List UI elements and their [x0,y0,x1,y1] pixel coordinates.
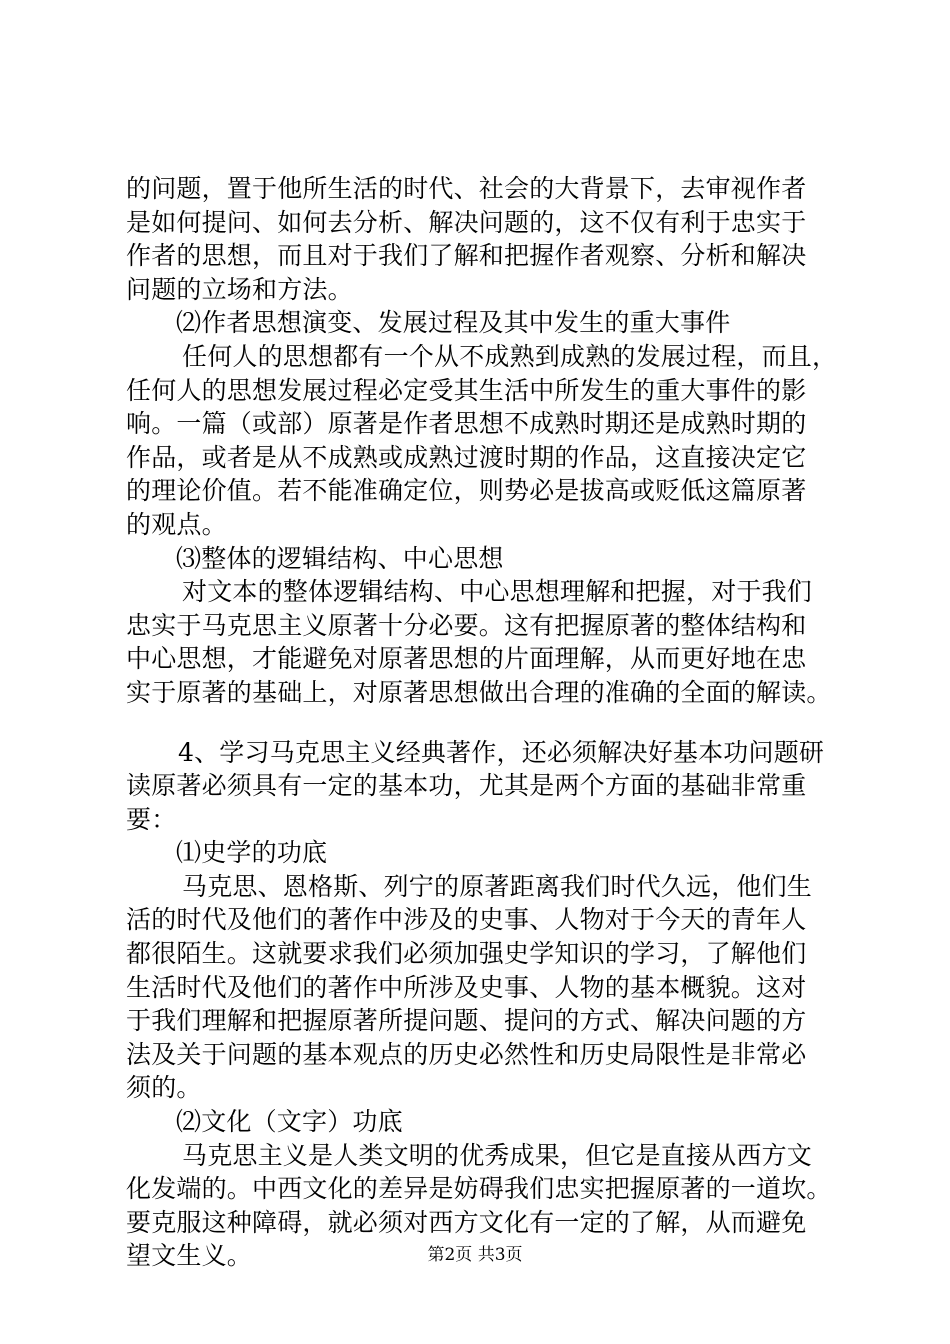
text-line: 对文本的整体逻辑结构、中心思想理解和把握，对于我们 [182,577,813,607]
text-line: 要克服这种障碍，就必须对西方文化有一定的了解，从而避免 [126,1207,807,1237]
subheading: ⑴史学的功底 [176,838,328,868]
section-heading: 4、学习马克思主义经典著作，还必须解决好基本功问题研 [178,737,825,767]
text-line: 中心思想，才能避免对原著思想的片面理解，从而更好地在忠 [126,644,807,674]
page-number-footer: 第2页 共3页 [427,1245,523,1265]
text-line: 的问题，置于他所生活的时代、社会的大背景下，去审视作者 [126,174,807,203]
text-line: 要： [126,804,177,834]
text-line: 忠实于马克思主义原著十分必要。这有把握原著的整体结构和 [126,610,807,640]
text-line: 作品，或者是从不成熟或成熟过渡时期的作品，这直接决定它 [126,442,807,472]
subheading: ⑵作者思想演变、发展过程及其中发生的重大事件 [176,308,731,338]
text-line: 生活时代及他们的著作中所涉及史事、人物的基本概貌。这对 [126,972,807,1002]
text-line: 作者的思想，而且对于我们了解和把握作者观察、分析和解决 [126,241,807,271]
text-line: 须的。 [126,1073,202,1103]
text-line: 马克思、恩格斯、列宁的原著距离我们时代久远，他们生 [182,871,813,901]
text-line: 实于原著的基础上，对原著思想做出合理的准确的全面的解读。 [126,677,832,707]
text-line: 的观点。 [126,509,227,539]
text-line: 望文生义。 [126,1241,253,1271]
document-body [126,172,838,1273]
paragraph-gap [126,710,826,736]
text-line: 的理论价值。若不能准确定位，则势必是拔高或贬低这篇原著 [126,476,807,506]
subheading: ⑵文化（文字）功底 [176,1107,403,1137]
text-line: 任何人的思想都有一个从不成熟到成熟的发展过程，而且， [182,341,838,371]
text-line: 问题的立场和方法。 [126,274,353,304]
text-line: 于我们理解和把握原著所提问题、提问的方式、解决问题的方 [126,1006,807,1036]
text-line: 是如何提问、如何去分析、解决问题的，这不仅有利于忠实于 [126,207,807,237]
text-line: 任何人的思想发展过程必定受其生活中所发生的重大事件的影 [126,375,807,405]
text-line: 读原著必须具有一定的基本功，尤其是两个方面的基础非常重 [126,771,807,801]
text-line: 化发端的。中西文化的差异是妨碍我们忠实把握原著的一道坎。 [126,1174,832,1204]
text-line: 法及关于问题的基本观点的历史必然性和历史局限性是非常必 [126,1039,807,1069]
text-line: 都很陌生。这就要求我们必须加强史学知识的学习，了解他们 [126,939,807,969]
text-line: 响。一篇（或部）原著是作者思想不成熟时期还是成熟时期的 [126,409,807,439]
text-line: 马克思主义是人类文明的优秀成果，但它是直接从西方文 [182,1140,813,1170]
text-line: 活的时代及他们的著作中涉及的史事、人物对于今天的青年人 [126,905,807,935]
subheading: ⑶整体的逻辑结构、中心思想 [176,543,504,573]
